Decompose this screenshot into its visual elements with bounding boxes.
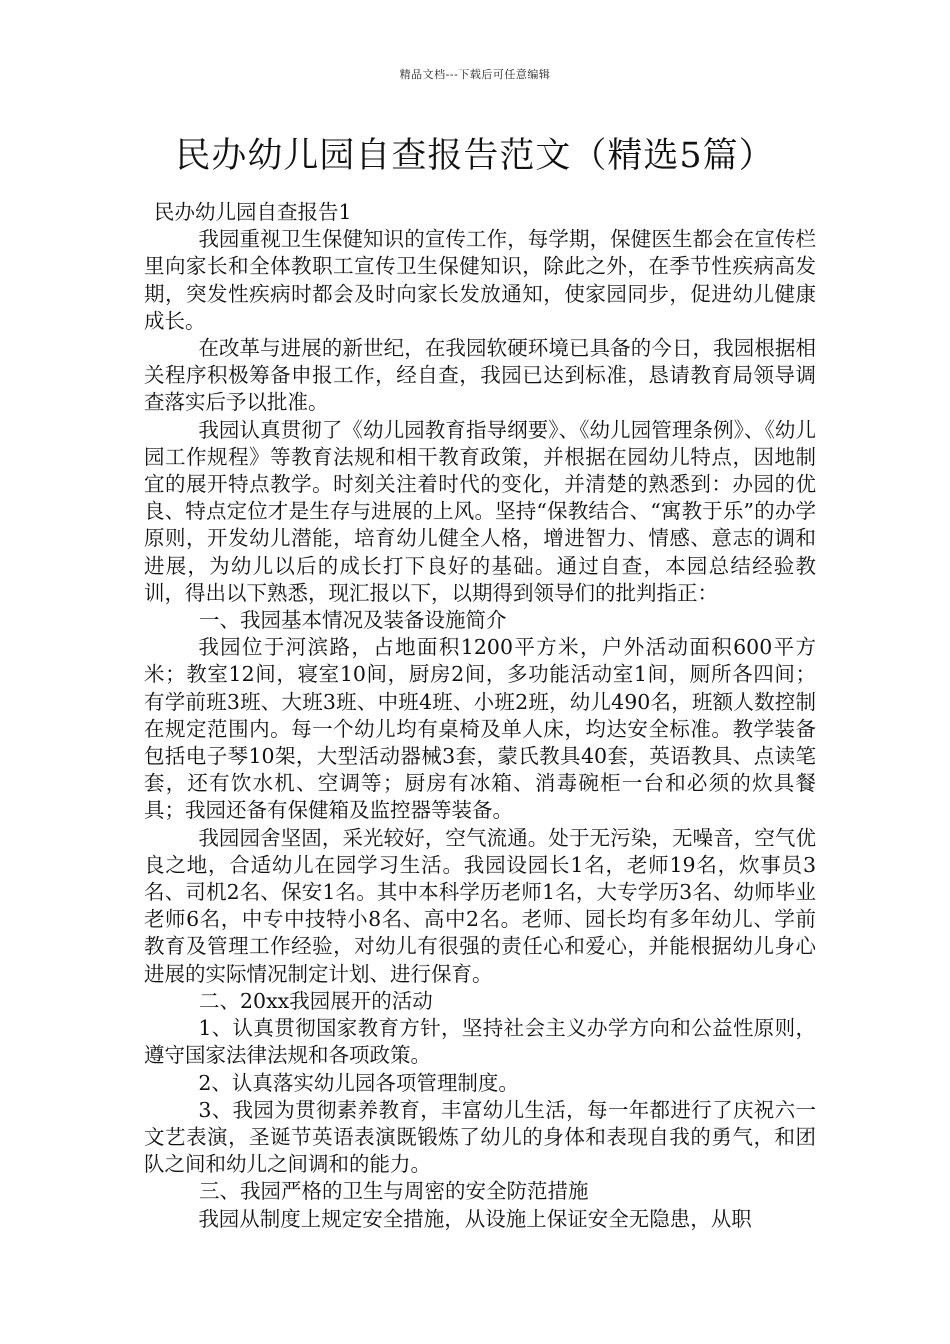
document-body [144,199,816,1233]
paragraph-facilities: 我园位于河滨路，占地面积1200平方米，户外活动面积600平方米；教室12间，寝室10间，厨房2间，多功能活动室1间，厕所各四间；有学前班3班、大班3班、中班4班、小班2班，幼儿490名，班额人数控制在规定范围内。每一个幼儿均有桌椅及单人床，均达安全标准。教学装备包括电子琴10架，大型活动器械3套，蒙氏教具40套，英语教具、点读笔套，还有饮水机、空调等；厨房有冰箱、消毒碗柜一台和必须的炊具餐具；我园还备有保健箱及监控器等装备。 [144,635,816,823]
paragraph-staff: 我园园舍坚固，采光较好，空气流通。处于无污染，无噪音，空气优良之地，合适幼儿在园学习生活。我园设园长1名，老师19名，炊事员3名、司机2名、保安1名。其中本科学历老师1名，大专学历3名、幼师毕业老师6名，中专中技特小8名、高中2名。老师、园长均有多年幼儿、学前教育及管理工作经验，对幼儿有很强的责任心和爱心，并能根据幼儿身心进展的实际情况制定计划、进行保育。 [144,825,816,986]
paragraph-application: 在改革与进展的新世纪，在我园软硬环境已具备的今日，我园根据相关程序积极筹备申报工作，经自查，我园已达到标准，恳请教育局领导调查落实后予以批准。 [144,336,816,415]
section-heading-2: 二、20xx我园展开的活动 [199,988,433,1013]
section-heading-1: 一、我园基本情况及装备设施简介 [199,608,507,633]
list-item-1: 1、认真贯彻国家教育方针，坚持社会主义办学方向和公益性原则，遵守国家法律法规和各项政策。 [144,1016,816,1068]
header-note: 精品文档---下载后可任意编辑 [399,68,551,81]
list-item-3: 3、我园为贯彻素养教育，丰富幼儿生活，每一年都进行了庆祝六一文艺表演，圣诞节英语表演既锻炼了幼儿的身体和表现自我的勇气，和团队之间和幼儿之间调和的能力。 [144,1097,816,1177]
list-item-2: 2、认真落实幼儿园各项管理制度。 [198,1070,519,1095]
report-subtitle: 民办幼儿园自查报告1 [154,200,352,224]
paragraph-policy: 我园认真贯彻了《幼儿园教育指导纲要》、《幼儿园管理条例》、《幼儿园工作规程》等教育法规和相干教育政策，并根据在园幼儿特点，因地制宜的展开特点教学。时刻关注着时代的变化，并清楚的熟悉到：办园的优良、特点定位才是生存与进展的上风。坚持“保教结合、“寓教于乐”的办学原则，开发幼儿潜能，培育幼儿健全人格，增进智力、情感、意志的调和进展，为幼儿以后的成长打下良好的基础。通过自查，本园总结经验教训，得出以下熟悉，现汇报以下，以期得到领导们的批判指正： [144,417,816,605]
document-title: 民办幼儿园自查报告范文（精选5篇） [175,136,775,176]
paragraph-safety: 我园从制度上规定安全措施，从设施上保证安全无隐患，从职 [198,1206,752,1231]
paragraph-health-publicity: 我园重视卫生保健知识的宣传工作，每学期，保健医生都会在宣传栏里向家长和全体教职工宣传卫生保健知识，除此之外，在季节性疾病高发期，突发性疾病时都会及时向家长发放通知，使家园同步，促进幼儿健康成长。 [144,227,816,333]
section-heading-3: 三、我园严格的卫生与周密的安全防范措施 [199,1179,589,1204]
